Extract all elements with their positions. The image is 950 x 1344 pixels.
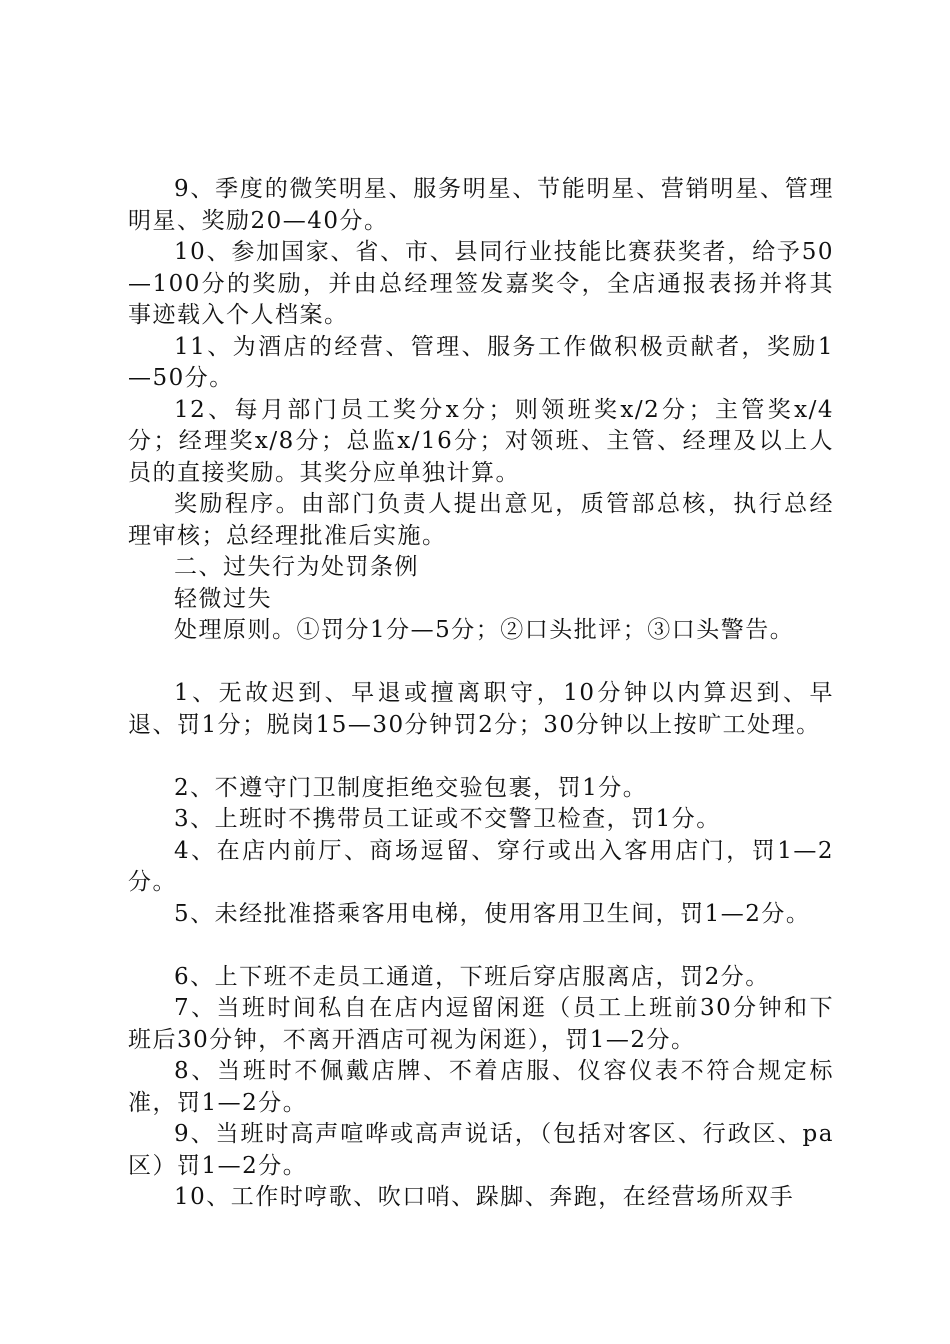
paragraph-reward-10: 10、参加国家、省、市、县同行业技能比赛获奖者，给予50—100分的奖励，并由总经理签发嘉奖令，全店通报表扬并将其事迹载入个人档案。 xyxy=(128,239,834,328)
paragraph-reward-11: 11、为酒店的经营、管理、服务工作做积极贡献者，奖励1—50分。 xyxy=(128,333,834,391)
paragraph-reward-9: 9、季度的微笑明星、服务明星、节能明星、营销明星、管理明星、奖励20—40分。 xyxy=(128,176,834,234)
blank-line xyxy=(128,647,834,679)
blank-line xyxy=(128,930,834,962)
paragraph-penalty-8: 8、当班时不佩戴店牌、不着店服、仪容仪表不符合规定标准，罚1—2分。 xyxy=(128,1058,834,1116)
paragraph-handling-principle: 处理原则。①罚分1分—5分；②口头批评；③口头警告。 xyxy=(174,617,795,643)
subheading-minor-fault: 轻微过失 xyxy=(174,585,272,612)
paragraph-penalty-9: 9、当班时高声喧哗或高声说话，（包括对客区、行政区、pa区）罚1—2分。 xyxy=(128,1121,834,1179)
paragraph-penalty-10: 10、工作时哼歌、吹口哨、跺脚、奔跑，在经营场所双手 xyxy=(174,1184,795,1210)
paragraph-penalty-2: 2、不遵守门卫制度拒绝交验包裹，罚1分。 xyxy=(174,774,648,801)
paragraph-penalty-3: 3、上班时不携带员工证或不交警卫检查，罚1分。 xyxy=(174,806,721,832)
paragraph-reward-procedure: 奖励程序。由部门负责人提出意见，质管部总核，执行总经理审核；总经理批准后实施。 xyxy=(128,491,834,549)
paragraph-penalty-7: 7、当班时间私自在店内逗留闲逛（员工上班前30分钟和下班后30分钟，不离开酒店可视为闲逛），罚1—2分。 xyxy=(128,995,834,1053)
section-heading-penalties: 二、过失行为处罚条例 xyxy=(174,554,419,580)
paragraph-penalty-6: 6、上下班不走员工通道，下班后穿店服离店，罚2分。 xyxy=(174,963,770,990)
paragraph-penalty-4: 4、在店内前厅、商场逗留、穿行或出入客用店门，罚1—2分。 xyxy=(128,837,834,895)
blank-line xyxy=(128,741,834,773)
paragraph-penalty-1: 1、无故迟到、早退或擅离职守，10分钟以内算迟到、早退、罚1分；脱岗15—30分钟罚2分；30分钟以上按旷工处理。 xyxy=(128,680,834,738)
paragraph-reward-12: 12、每月部门员工奖分x分；则领班奖x/2分；主管奖x/4分；经理奖x/8分；总监x/16分；对领班、主管、经理及以上人员的直接奖励。其奖分应单独计算。 xyxy=(128,396,834,486)
document-body xyxy=(128,174,834,1214)
paragraph-penalty-5: 5、未经批准搭乘客用电梯，使用客用卫生间，罚1—2分。 xyxy=(174,900,811,927)
